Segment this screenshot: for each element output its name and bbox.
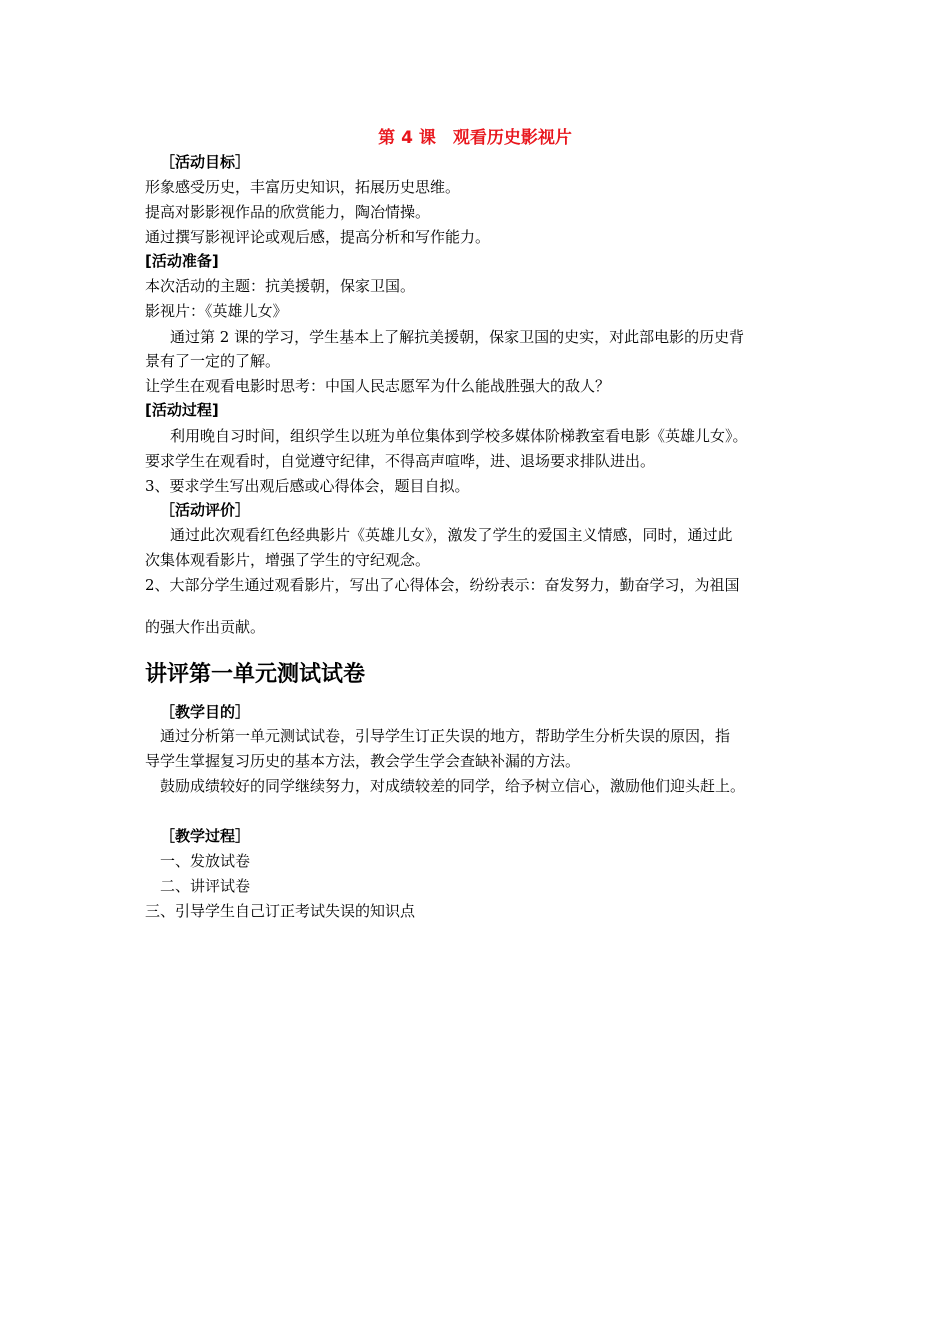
teaching-step: 一、发放试卷	[160, 852, 251, 870]
goal-line: 提高对影影视作品的欣赏能力，陶冶情操。	[145, 203, 431, 221]
eval-line: 2、大部分学生通过观看影片，写出了心得体会，纷纷表示：奋发努力，勤奋学习，为祖国	[145, 576, 740, 594]
prep-line: 本次活动的主题：抗美援朝，保家卫国。	[145, 277, 416, 295]
goal-line: 通过撰写影视评论或观后感，提高分析和写作能力。	[145, 228, 491, 246]
goal-heading: ［活动目标］	[160, 153, 251, 171]
teaching-process-heading: ［教学过程］	[160, 827, 251, 845]
goal-line: 形象感受历史，丰富历史知识，拓展历史思维。	[145, 178, 461, 196]
prep-line: 影视片：《英雄儿女》	[145, 302, 288, 320]
eval-line: 通过此次观看红色经典影片《英雄儿女》，激发了学生的爱国主义情感，同时，通过此	[170, 526, 733, 544]
aim-line: 通过分析第一单元测试试卷，引导学生订正失误的地方，帮助学生分析失误的原因，指	[160, 727, 731, 745]
process-line: 要求学生在观看时，自觉遵守纪律，不得高声喧哗，进、退场要求排队进出。	[145, 452, 656, 470]
process-line: 3、要求学生写出观后感或心得体会，题目自拟。	[145, 477, 470, 495]
prep-line: 让学生在观看电影时思考：中国人民志愿军为什么能战胜强大的敌人？	[145, 377, 611, 395]
teaching-step: 二、讲评试卷	[160, 877, 251, 895]
prep-line: 通过第 2 课的学习，学生基本上了解抗美援朝，保家卫国的史实，对此部电影的历史背	[170, 328, 745, 346]
prep-heading: [活动准备]	[145, 252, 219, 270]
eval-line: 次集体观看影片，增强了学生的守纪观念。	[145, 551, 431, 569]
prep-line: 景有了一定的了解。	[145, 352, 281, 370]
aim-heading: ［教学目的］	[160, 703, 251, 721]
aim-line: 鼓励成绩较好的同学继续努力，对成绩较差的同学，给予树立信心，激励他们迎头赶上。	[160, 777, 746, 795]
review-title: 讲评第一单元测试试卷	[145, 662, 366, 687]
eval-line: 的强大作出贡献。	[145, 618, 266, 636]
process-heading: [活动过程]	[145, 401, 219, 419]
process-line: 利用晚自习时间，组织学生以班为单位集体到学校多媒体阶梯教室看电影《英雄儿女》。	[170, 427, 748, 445]
aim-line: 导学生掌握复习历史的基本方法，教会学生学会查缺补漏的方法。	[145, 752, 581, 770]
eval-heading: ［活动评价］	[160, 501, 251, 519]
lesson-title: 第 4 课 观看历史影视片	[378, 128, 572, 148]
teaching-step: 三、引导学生自己订正考试失误的知识点	[145, 902, 416, 920]
